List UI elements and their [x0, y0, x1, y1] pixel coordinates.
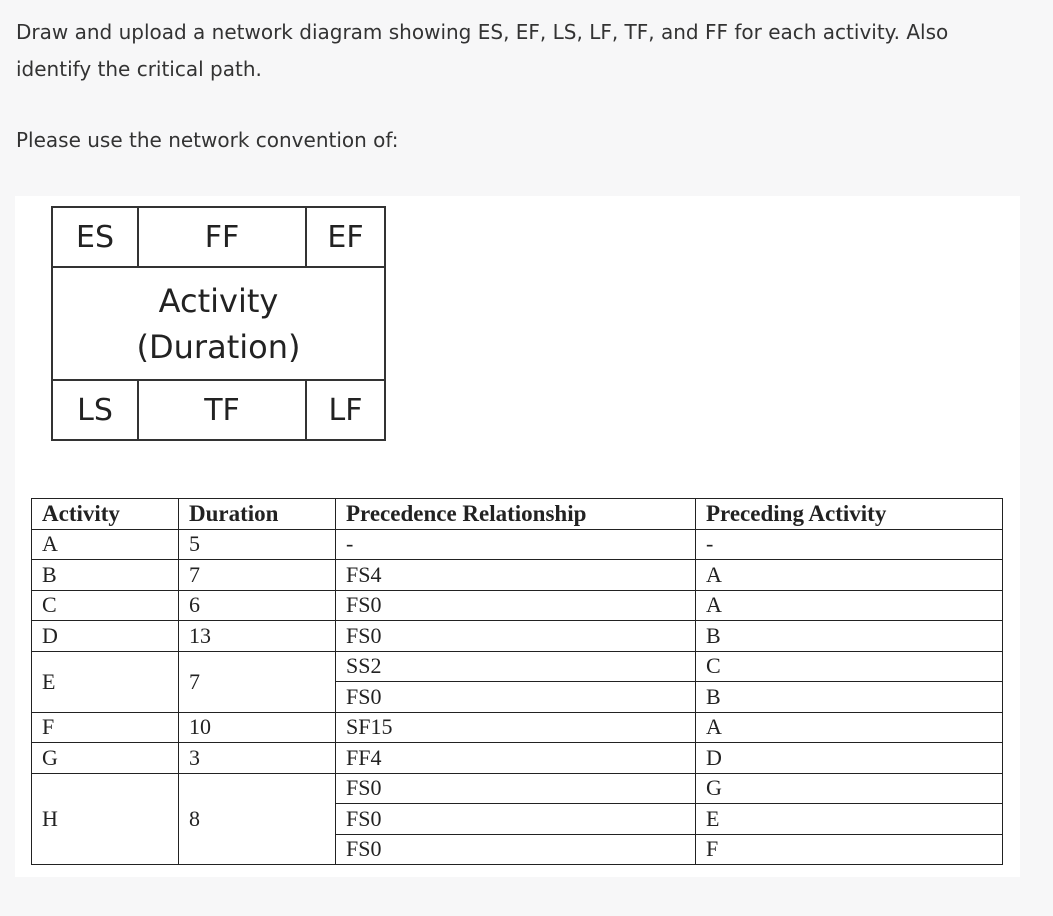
question-instruction: Please use the network convention of:: [16, 128, 399, 152]
cell-precedence: SF15: [336, 712, 696, 743]
node-bottom-row: [53, 379, 384, 439]
cell-precedence: FS0: [336, 804, 696, 835]
node-ef-cell: EF: [327, 219, 364, 255]
cell-preceding-activity: F: [696, 834, 1003, 865]
cell-activity: D: [32, 621, 179, 652]
cell-activity: H: [32, 773, 179, 865]
table-row: [32, 560, 1003, 591]
question-text: Draw and upload a network diagram showing ES, EF, LS, LF, TF, and FF for each activity. Also identify the critical path.: [16, 20, 949, 81]
precedence-table: [31, 498, 1003, 865]
cell-preceding-activity: A: [696, 590, 1003, 621]
cell-preceding-activity: -: [696, 529, 1003, 560]
cell-preceding-activity: A: [696, 560, 1003, 591]
node-convention-box: [51, 206, 386, 441]
cell-precedence: FS0: [336, 773, 696, 804]
node-duration-label: (Duration): [136, 327, 301, 366]
cell-precedence: FS4: [336, 560, 696, 591]
cell-activity: B: [32, 560, 179, 591]
cell-activity: F: [32, 712, 179, 743]
cell-preceding-activity: E: [696, 804, 1003, 835]
table-row: [32, 621, 1003, 652]
cell-precedence: SS2: [336, 651, 696, 682]
cell-precedence: FS0: [336, 621, 696, 652]
cell-preceding-activity: D: [696, 743, 1003, 774]
table-row: [32, 773, 1003, 804]
cell-preceding-activity: B: [696, 621, 1003, 652]
cell-duration: 7: [179, 560, 336, 591]
cell-preceding-activity: A: [696, 712, 1003, 743]
cell-preceding-activity: G: [696, 773, 1003, 804]
table-row: [32, 712, 1003, 743]
node-lf-cell: LF: [328, 392, 363, 428]
cell-activity: G: [32, 743, 179, 774]
table-row: [32, 590, 1003, 621]
header-precedence: Precedence Relationship: [336, 499, 696, 530]
node-ff-cell: FF: [139, 208, 307, 266]
header-duration: Duration: [179, 499, 336, 530]
node-tf-cell: TF: [139, 381, 307, 439]
cell-precedence: FS0: [336, 834, 696, 865]
table-header-row: [32, 499, 1003, 530]
cell-preceding-activity: C: [696, 651, 1003, 682]
node-activity-cell: [53, 268, 384, 379]
cell-precedence: FS0: [336, 590, 696, 621]
cell-duration: 6: [179, 590, 336, 621]
cell-duration: 3: [179, 743, 336, 774]
cell-duration: 10: [179, 712, 336, 743]
table-row: [32, 651, 1003, 682]
cell-preceding-activity: B: [696, 682, 1003, 713]
question-image: [15, 196, 1020, 877]
cell-duration: 8: [179, 773, 336, 865]
node-top-row: [53, 208, 384, 268]
table-row: [32, 529, 1003, 560]
node-ls-cell: LS: [53, 381, 139, 439]
header-activity: Activity: [32, 499, 179, 530]
cell-activity: E: [32, 651, 179, 712]
cell-duration: 5: [179, 529, 336, 560]
node-activity-label: Activity: [158, 281, 279, 320]
cell-precedence: FS0: [336, 682, 696, 713]
node-es-cell: ES: [53, 208, 139, 266]
cell-activity: A: [32, 529, 179, 560]
table-row: [32, 743, 1003, 774]
cell-duration: 13: [179, 621, 336, 652]
cell-precedence: -: [336, 529, 696, 560]
cell-activity: C: [32, 590, 179, 621]
cell-duration: 7: [179, 651, 336, 712]
cell-precedence: FF4: [336, 743, 696, 774]
header-preceding-activity: Preceding Activity: [696, 499, 1003, 530]
